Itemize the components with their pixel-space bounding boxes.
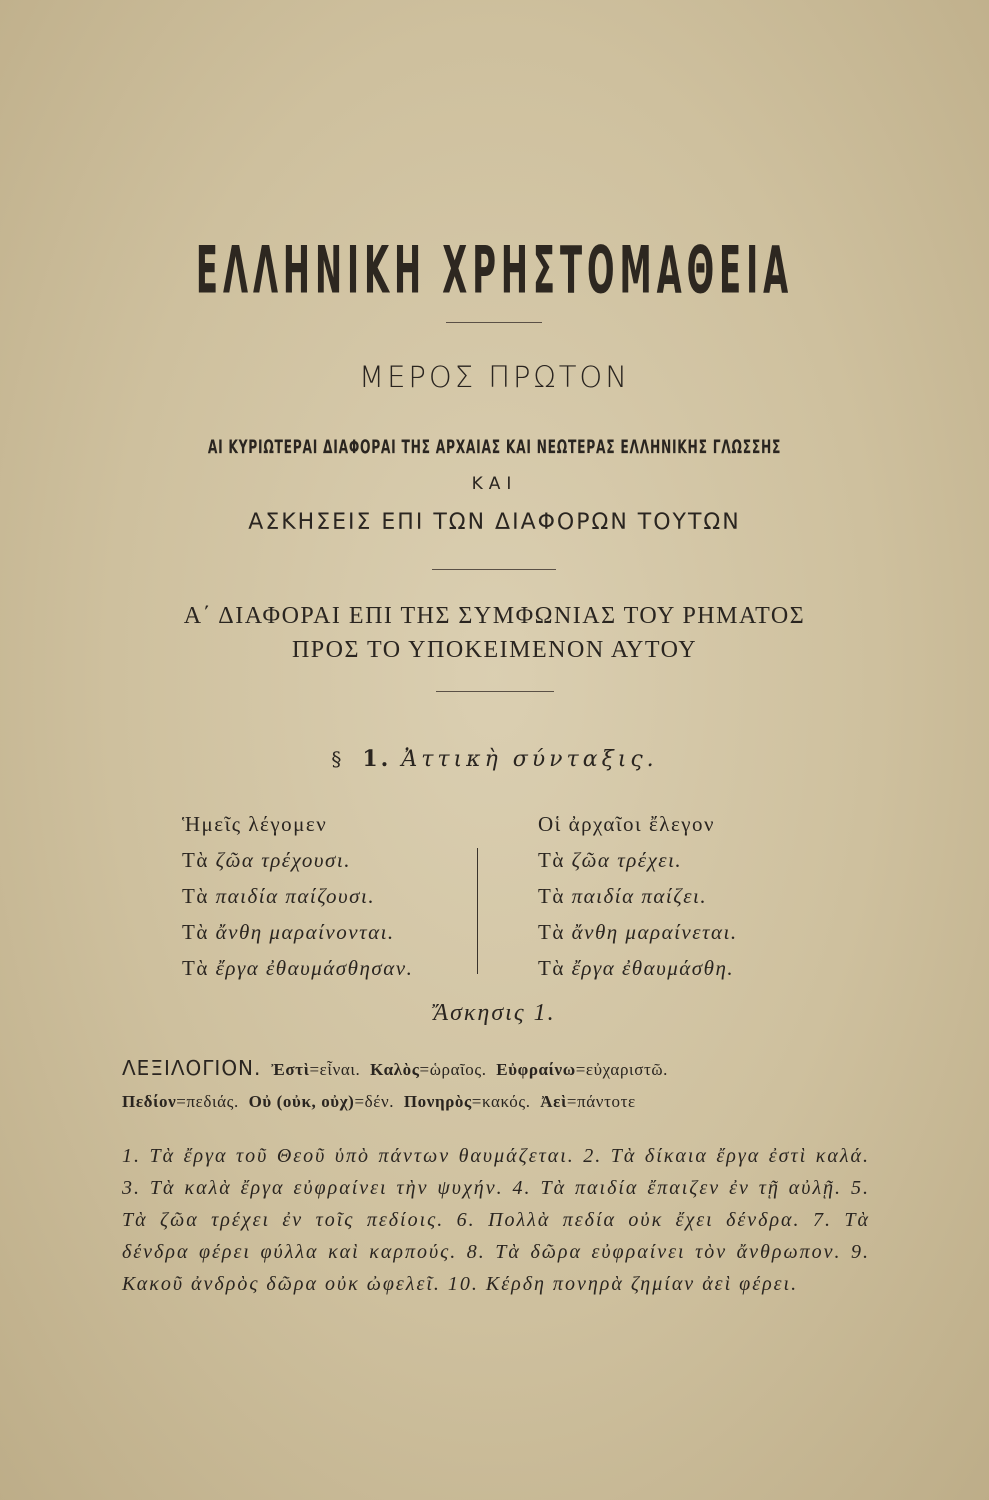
ancient-row-text: ἄνθη μαραίνεται. [571,920,738,944]
lexicon-meaning: =κακός. [471,1092,531,1111]
ancient-row-text: παιδία παίζει. [571,884,708,908]
subsection-rule [436,691,554,692]
ancient-row-article: Τὰ [538,848,565,872]
section-heading-line1: Α΄ ΔΙΑΦΟΡΑΙ ΕΠΙ ΤΗΣ ΣΥΜΦΩΝΙΑΣ ΤΟΥ ΡΗΜΑΤΟΣ [183,603,806,629]
part-title: ΜΕΡΟΣ ΠΡΩΤΟΝ [359,360,630,394]
lexicon-word: Ἀεὶ [540,1092,567,1111]
ancient-row-article: Τὰ [538,956,565,980]
ancient-row [538,878,738,914]
modern-row-article: Τὰ [182,848,209,872]
lexicon-label: ΛΕΞΙΛΟΓΙΟΝ. [122,1056,262,1080]
book-title: ΕΛΛΗΝΙΚΗ ΧΡΗΣΤΟΜΑΘΕΙΑ [195,232,794,309]
modern-row-text: παιδία παίζουσι. [215,884,376,908]
ancient-row-article: Τὰ [538,920,565,944]
modern-row [182,950,413,986]
exercises-title: ΑΣΚΗΣΕΙΣ ΕΠΙ ΤΩΝ ΔΙΑΦΟΡΩΝ ΤΟΥΤΩΝ [248,510,741,535]
modern-row [182,878,413,914]
subsection-label: Ἀττικὴ σύνταξις. [401,747,658,772]
ancient-row-text: ζῶα τρέχει. [571,848,683,872]
section-rule [432,569,556,570]
subsection-heading [0,746,989,772]
exercise-paragraph: 1. Τὰ ἔργα τοῦ Θεοῦ ὑπὸ πάντων θαυμάζεται. 2. Τὰ δίκαια ἔργα ἐστὶ καλά. 3. Τὰ καλὰ ἔργα εὐφραίνει τὴν ψυχήν. 4. Τὰ παιδία ἔπαιζεν ἐν τῇ αὐλῇ. 5. Τὰ ζῶα τρέχει ἐν τοῖς πεδίοις. 6. Πολλὰ πεδία οὐκ ἔχει δένδρα. 7. Τὰ δένδρα φέρει φύλλα καὶ καρπούς. 8. Τὰ δῶρα εὐφραίνει τὸν ἄνθρωπον. 9. Κακοῦ ἀνδρὸς δῶρα οὐκ ὠφελεῖ. 10. Κέρδη πονηρὰ ζημίαν ἀεὶ φέρει. [122,1145,870,1295]
lexicon-word: Καλὸς [370,1060,420,1079]
lexicon-word: Ἐστὶ [271,1060,310,1079]
column-divider [477,848,478,974]
section-heading-line2: ΠΡΟΣ ΤΟ ΥΠΟΚΕΙΜΕΝΟΝ ΑΥΤΟΥ [291,637,698,663]
modern-row [182,842,413,878]
lexicon [122,1052,882,1118]
modern-row-article: Τὰ [182,956,209,980]
modern-row [182,914,413,950]
lexicon-word: Πονηρὸς [403,1092,472,1111]
section-symbol: § [331,747,345,771]
lexicon-meaning: =πεδιάς. [176,1092,239,1111]
lexicon-meaning: =δέν. [354,1092,395,1111]
section-heading [0,599,989,667]
modern-column-header: Ἡμεῖς λέγομεν [182,812,328,836]
ancient-column [538,806,738,986]
ancient-row-text: ἔργα ἐθαυμάσθη. [571,956,735,980]
ancient-row [538,914,738,950]
modern-row-text: ζῶα τρέχουσι. [215,848,351,872]
lexicon-line [122,1086,882,1118]
ancient-row-article: Τὰ [538,884,565,908]
subsection-number: 1. [362,746,392,772]
modern-row-article: Τὰ [182,920,209,944]
ancient-column-header: Οἱ ἀρχαῖοι ἔλεγον [538,812,716,836]
lexicon-meaning: =εἶναι. [309,1060,361,1079]
subtitle: ΑΙ ΚΥΡΙΩΤΕΡΑΙ ΔΙΑΦΟΡΑΙ ΤΗΣ ΑΡΧΑΙΑΣ ΚΑΙ ΝΕΩΤΕΡΑΣ ΕΛΛΗΝΙΚΗΣ ΓΛΩΣΣΗΣ [207,436,782,458]
title-rule [446,322,542,323]
ancient-row [538,950,738,986]
lexicon-meaning: =ὡραῖος. [419,1060,487,1079]
ancient-row [538,842,738,878]
exercise-text [122,1140,870,1300]
lexicon-meaning: =πάντοτε [566,1092,636,1111]
modern-row-text: ἄνθη μαραίνονται. [215,920,395,944]
modern-row-article: Τὰ [182,884,209,908]
conjunction: ΚΑΙ [471,474,518,494]
lexicon-word: Πεδίον [122,1092,177,1111]
modern-column [182,806,413,986]
exercise-heading: Ἄσκησις 1. [433,1000,556,1026]
lexicon-line [122,1052,882,1086]
lexicon-meaning: =εὐχαριστῶ. [575,1060,669,1079]
lexicon-word: Εὐφραίνω [496,1060,576,1079]
modern-row-text: ἔργα ἐθαυμάσθησαν. [215,956,414,980]
lexicon-word: Οὐ (οὐκ, οὐχ) [248,1092,355,1111]
